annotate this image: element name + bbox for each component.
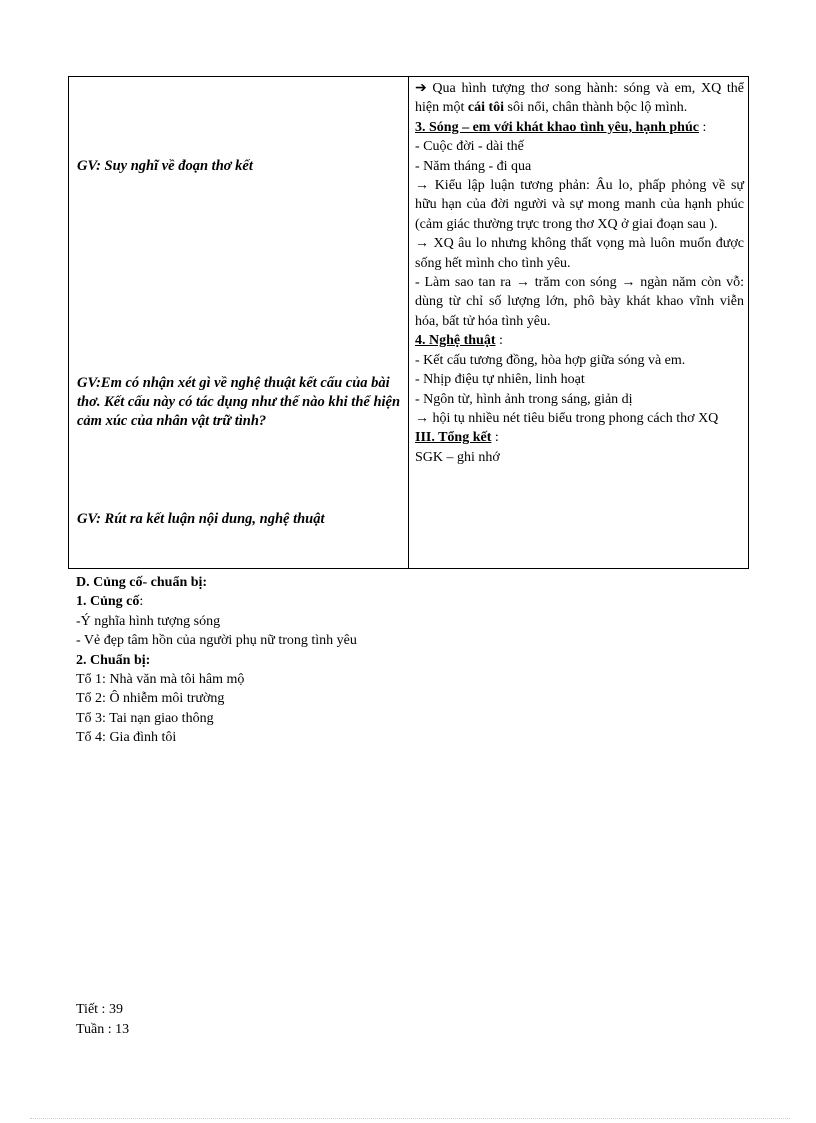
week-number: Tuần : 13: [76, 1022, 130, 1037]
list-item: - Vẻ đẹp tâm hồn của người phụ nữ trong tình yêu: [76, 633, 357, 649]
list-item: - Nhịp điệu tự nhiên, linh hoạt: [415, 372, 585, 388]
list-item: → hội tụ nhiều nét tiêu biểu trong phong cách thơ XQ: [415, 410, 719, 426]
column-divider: [408, 77, 409, 568]
page-bottom-rule: [30, 1118, 790, 1119]
list-item: -Ý nghĩa hình tượng sóng: [76, 613, 221, 629]
consolidation-section: [76, 573, 357, 748]
list-item: Tổ 4: Gia đình tôi: [76, 730, 177, 746]
section-title: D. Củng cố- chuẩn bị:: [76, 575, 208, 590]
teacher-question-3: GV: Rút ra kết luận nội dung, nghệ thuật: [77, 511, 325, 527]
content-column: [415, 79, 744, 467]
subheading-consolidate: 1. Củng cố:: [76, 594, 144, 610]
teacher-question-2: GV:Em có nhận xét gì về nghệ thuật kết cấu của bài thơ. Kết cấu này có tác dụng như thế nào khi thể hiện cảm xúc của nhân vật trữ tình?: [77, 375, 401, 429]
heading-section-4: 4. Nghệ thuật :: [415, 333, 503, 349]
paragraph-contrast: → Kiểu lập luận tương phản: Âu lo, phấp phỏng về sự hữu hạn của đời người và sự mong manh của hạnh phúc (cảm giác thường trực trong thơ XQ ở giai đoạn sau ).: [415, 178, 744, 232]
list-item: - Kết cấu tương đồng, hòa hợp giữa sóng và em.: [415, 352, 686, 368]
paragraph-hope: → XQ âu lo nhưng không thất vọng mà luôn muốn được sống hết mình cho tình yêu.: [415, 236, 744, 271]
paragraph-summary: ➔ Qua hình tượng thơ song hành: sóng và em, XQ thể hiện một cái tôi sôi nổi, chân thành bộc lộ mình.: [415, 81, 744, 116]
lesson-footer: [76, 1000, 129, 1040]
list-item: Tổ 1: Nhà văn mà tôi hâm mộ: [76, 672, 245, 688]
list-item: - Năm tháng - đi qua: [415, 158, 532, 174]
list-item: Tổ 2: Ô nhiễm môi trường: [76, 691, 225, 707]
list-item: - Ngôn từ, hình ảnh trong sáng, giản dị: [415, 391, 633, 407]
teacher-question-1: GV: Suy nghĩ về đoạn thơ kết: [77, 158, 253, 174]
list-item: SGK – ghi nhớ: [415, 449, 500, 465]
paragraph-waves: - Làm sao tan ra → trăm con sóng → ngàn năm còn vỗ: dùng từ chỉ số lượng lớn, phô bày khát khao vĩnh viễn hóa, bất tử hóa tình yêu.: [415, 275, 744, 329]
lesson-table: [68, 76, 749, 569]
list-item: Tổ 3: Tai nạn giao thông: [76, 710, 214, 726]
heading-section-3: 3. Sóng – em với khát khao tình yêu, hạnh phúc :: [415, 119, 707, 135]
subheading-prepare: 2. Chuẩn bị:: [76, 652, 151, 668]
period-number: Tiết : 39: [76, 1002, 123, 1017]
list-item: - Cuộc đời - dài thế: [415, 139, 524, 155]
heading-summary: III. Tổng kết :: [415, 430, 499, 446]
